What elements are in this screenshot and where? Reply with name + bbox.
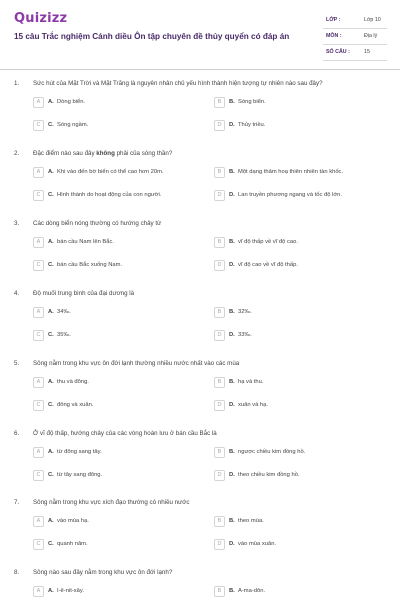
option-c[interactable] <box>33 260 183 274</box>
option-checkbox[interactable]: C <box>33 539 44 550</box>
option-checkbox[interactable]: D <box>214 400 225 411</box>
option-b[interactable] <box>214 167 364 181</box>
option-letter: B. <box>229 99 235 105</box>
option-letter: B. <box>229 309 235 315</box>
option-letter: D. <box>229 122 235 128</box>
option-c[interactable] <box>33 539 183 553</box>
question-number: 5. <box>14 360 20 367</box>
option-text: 33‰. <box>238 332 252 338</box>
option-text: Sóng ngầm. <box>57 122 89 128</box>
option-checkbox[interactable]: B <box>214 447 225 458</box>
option-c[interactable] <box>33 400 183 414</box>
option-checkbox[interactable]: B <box>214 377 225 388</box>
question-number: 6. <box>14 430 20 437</box>
option-c[interactable] <box>33 470 183 484</box>
option-d[interactable] <box>214 190 364 204</box>
question-3 <box>0 220 400 290</box>
option-letter: A. <box>48 169 54 175</box>
option-letter: D. <box>229 541 235 547</box>
question-number: 7. <box>14 499 20 506</box>
question-text: Sông nằm trong khu vực xích đạo thường có nhiều nước <box>33 499 190 506</box>
option-checkbox[interactable]: C <box>33 400 44 411</box>
question-text: Độ muối trung bình của đại dương là <box>33 290 135 297</box>
option-letter: A. <box>48 449 54 455</box>
option-letter: D. <box>229 472 235 478</box>
option-text: quanh năm. <box>57 541 88 547</box>
option-checkbox[interactable]: A <box>33 516 44 527</box>
option-text: xuân và hạ. <box>238 402 268 408</box>
option-text: Sóng biển. <box>238 99 266 105</box>
option-checkbox[interactable]: B <box>214 167 225 178</box>
question-6 <box>0 430 400 500</box>
question-7 <box>0 499 400 569</box>
option-a[interactable] <box>33 237 183 251</box>
option-letter: A. <box>48 239 54 245</box>
header-divider <box>0 69 400 70</box>
option-checkbox[interactable]: D <box>214 260 225 271</box>
option-checkbox[interactable]: C <box>33 120 44 131</box>
option-b[interactable] <box>214 447 364 461</box>
question-text <box>33 150 373 157</box>
option-text: I-ê-nit-xây. <box>57 588 84 594</box>
option-letter: A. <box>48 518 54 524</box>
question-2 <box>0 150 400 220</box>
question-text: Sức hút của Mặt Trời và Mặt Trăng là nguyên nhân chủ yếu hình thành hiện tượng tự nhiên nào sau đây? <box>33 80 323 87</box>
question-5 <box>0 360 400 430</box>
option-a[interactable] <box>33 167 183 181</box>
option-letter: B. <box>229 518 235 524</box>
option-checkbox[interactable]: A <box>33 237 44 248</box>
option-b[interactable] <box>214 516 364 530</box>
option-d[interactable] <box>214 330 364 344</box>
question-number: 4. <box>14 290 20 297</box>
question-text-emphasis: không <box>96 150 115 157</box>
option-letter: C. <box>48 541 54 547</box>
option-letter: C. <box>48 192 54 198</box>
option-d[interactable] <box>214 400 364 414</box>
option-checkbox[interactable]: D <box>214 470 225 481</box>
option-b[interactable] <box>214 586 364 600</box>
option-b[interactable] <box>214 307 364 321</box>
meta-value: Địa lý <box>364 33 378 39</box>
option-text: theo mùa. <box>238 518 264 524</box>
option-checkbox[interactable]: A <box>33 167 44 178</box>
option-letter: D. <box>229 402 235 408</box>
option-letter: B. <box>229 379 235 385</box>
option-checkbox[interactable]: B <box>214 307 225 318</box>
question-text: Sông nằm trong khu vực ôn đới lạnh thường nhiều nước nhất vào các mùa <box>33 360 240 367</box>
option-b[interactable] <box>214 237 364 251</box>
meta-row-subject <box>323 29 387 45</box>
option-text: thu và đông. <box>57 379 89 385</box>
option-text: hạ và thu. <box>238 379 264 385</box>
option-checkbox[interactable]: D <box>214 539 225 550</box>
option-letter: C. <box>48 402 54 408</box>
question-number: 8. <box>14 569 20 576</box>
option-c[interactable] <box>33 120 183 134</box>
option-checkbox[interactable]: C <box>33 330 44 341</box>
option-a[interactable] <box>33 307 183 321</box>
option-text: Khi vào đến bờ biển có thể cao hơn 20m. <box>57 169 164 175</box>
option-letter: A. <box>48 99 54 105</box>
option-text: từ tây sang đông. <box>57 472 103 478</box>
question-number: 2. <box>14 150 20 157</box>
question-text-after: phải của sóng thần? <box>114 150 173 157</box>
option-text: Dòng biển. <box>57 99 86 105</box>
question-text: Các dòng biển nóng thường có hướng chảy từ <box>33 220 162 227</box>
option-b[interactable] <box>214 97 364 111</box>
option-checkbox[interactable]: B <box>214 516 225 527</box>
option-letter: C. <box>48 472 54 478</box>
option-text: đông và xuân. <box>57 402 94 408</box>
option-a[interactable] <box>33 516 183 530</box>
option-checkbox[interactable]: A <box>33 377 44 388</box>
option-text: từ đông sang tây. <box>57 449 102 455</box>
header <box>0 0 400 68</box>
question-text: Ở vĩ độ thấp, hướng chảy của các vòng hoàn lưu ở bán cầu Bắc là <box>33 430 217 437</box>
option-text: vào mùa hạ. <box>57 518 89 524</box>
option-letter: B. <box>229 449 235 455</box>
option-letter: C. <box>48 122 54 128</box>
option-a[interactable] <box>33 97 183 111</box>
option-c[interactable] <box>33 330 183 344</box>
option-letter: A. <box>48 309 54 315</box>
question-number: 3. <box>14 220 20 227</box>
meta-key: LỚP : <box>326 17 341 23</box>
option-checkbox[interactable]: A <box>33 447 44 458</box>
option-letter: C. <box>48 332 54 338</box>
option-checkbox[interactable]: D <box>214 330 225 341</box>
option-checkbox[interactable]: A <box>33 97 44 108</box>
option-text: 34‰. <box>57 309 71 315</box>
option-d[interactable] <box>214 120 364 134</box>
meta-value: 15 <box>364 49 370 55</box>
option-text: vĩ độ thấp về vĩ độ cao. <box>238 239 298 245</box>
option-checkbox[interactable]: C <box>33 260 44 271</box>
option-text: vĩ độ cao về vĩ độ thấp. <box>238 262 298 268</box>
option-text: bán cầu Bắc xuống Nam. <box>57 262 123 268</box>
option-checkbox[interactable]: B <box>214 237 225 248</box>
option-letter: B. <box>229 588 235 594</box>
option-text: ngược chiều kim đồng hồ. <box>238 449 306 455</box>
option-a[interactable] <box>33 377 183 391</box>
option-text: theo chiều kim đồng hồ. <box>238 472 300 478</box>
option-d[interactable] <box>214 260 364 274</box>
option-checkbox[interactable]: A <box>33 586 44 597</box>
option-text: A-ma-dôn. <box>238 588 266 594</box>
option-text: 35‰. <box>57 332 71 338</box>
meta-row-class <box>323 13 387 29</box>
option-text: Hình thành do hoạt động của con người. <box>57 192 162 198</box>
document-title: 15 câu Trắc nghiệm Cánh diều Ôn tập chuyên đề thủy quyển có đáp án <box>14 32 290 41</box>
option-letter: B. <box>229 239 235 245</box>
option-letter: B. <box>229 169 235 175</box>
quizizz-logo[interactable]: Quizizz <box>14 11 68 26</box>
question-8 <box>0 569 400 600</box>
option-d[interactable] <box>214 470 364 484</box>
question-text: Sông nào sau đây nằm trong khu vực ôn đới lạnh? <box>33 569 173 576</box>
meta-row-count <box>323 45 387 61</box>
option-checkbox[interactable]: D <box>214 120 225 131</box>
option-text: bán cầu Nam lên Bắc. <box>57 239 115 245</box>
option-letter: C. <box>48 262 54 268</box>
option-letter: A. <box>48 588 54 594</box>
option-c[interactable] <box>33 190 183 204</box>
option-letter: A. <box>48 379 54 385</box>
option-letter: D. <box>229 192 235 198</box>
option-d[interactable] <box>214 539 364 553</box>
question-1 <box>0 80 400 150</box>
option-letter: D. <box>229 262 235 268</box>
question-4 <box>0 290 400 360</box>
meta-value: Lớp 10 <box>364 17 381 23</box>
option-text: Thủy triều. <box>238 122 266 128</box>
option-checkbox[interactable]: D <box>214 190 225 201</box>
option-text: Lan truyền phương ngang và tốc độ lớn. <box>238 192 342 198</box>
option-checkbox[interactable]: B <box>214 97 225 108</box>
option-a[interactable] <box>33 586 183 600</box>
option-checkbox[interactable]: B <box>214 586 225 597</box>
option-b[interactable] <box>214 377 364 391</box>
option-checkbox[interactable]: A <box>33 307 44 318</box>
option-checkbox[interactable]: C <box>33 470 44 481</box>
meta-key: MÔN : <box>326 33 342 39</box>
option-text: Một dạng thảm hoạ thiên nhiên tàn khốc. <box>238 169 344 175</box>
option-a[interactable] <box>33 447 183 461</box>
meta-table <box>323 13 387 61</box>
option-text: 32‰. <box>238 309 252 315</box>
option-text: vào mùa xuân. <box>238 541 277 547</box>
option-letter: D. <box>229 332 235 338</box>
meta-key: SỐ CÂU : <box>326 49 350 55</box>
question-text-before: Đặc điểm nào sau đây <box>33 150 97 157</box>
option-checkbox[interactable]: C <box>33 190 44 201</box>
question-number: 1. <box>14 80 20 87</box>
